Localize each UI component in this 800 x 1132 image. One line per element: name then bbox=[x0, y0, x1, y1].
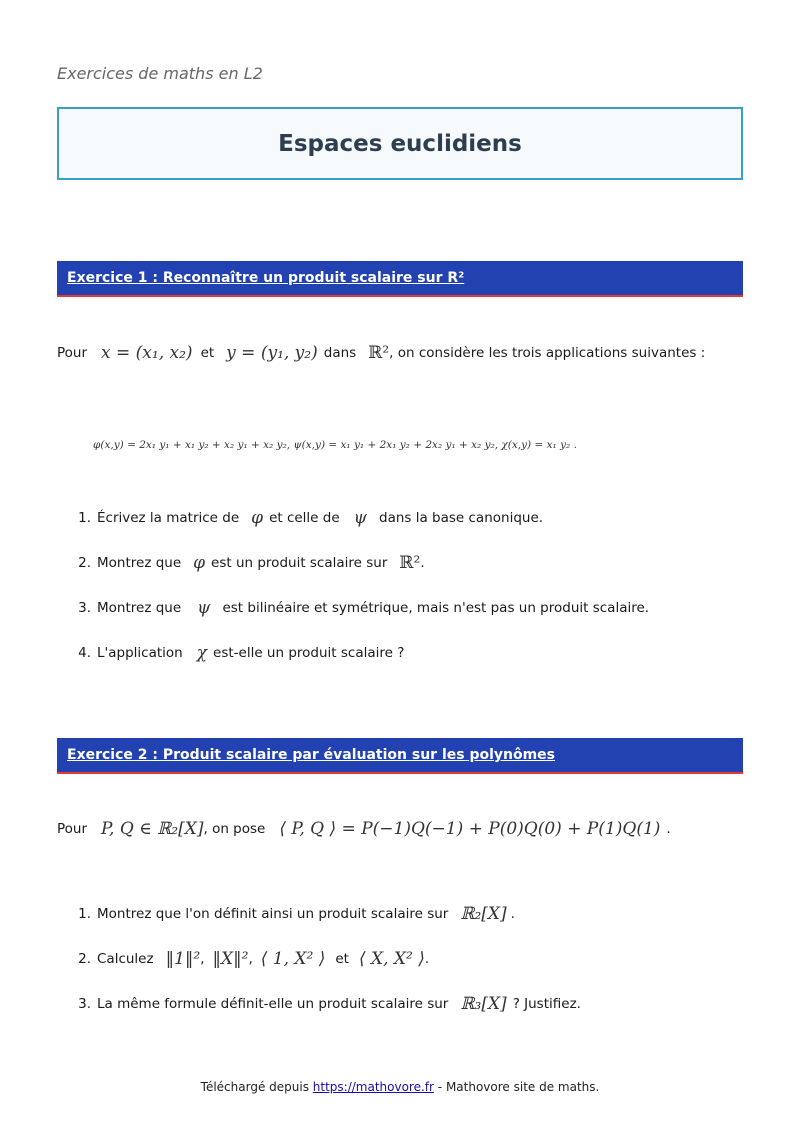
question-item: 1. Montrez que l'on définit ainsi un produit scalaire sur ℝ₂[X] . bbox=[78, 904, 515, 924]
math-r3x: ℝ₃[X] bbox=[460, 994, 507, 1014]
question-item: 3. Montrez que ψ est bilinéaire et symétrique, mais n'est pas un produit scalaire. bbox=[78, 598, 650, 618]
question-item: 3. La même formule définit-elle un produit scalaire sur ℝ₃[X] ? Justifiez. bbox=[78, 994, 581, 1014]
exercise-1-header bbox=[57, 261, 743, 297]
intro-rest: , on considère les trois applications suivantes : bbox=[389, 345, 706, 361]
exercise-1-intro bbox=[57, 343, 760, 363]
exercise-2-title-link[interactable]: Exercice 2 : Produit scalaire par évaluation sur les polynômes bbox=[67, 747, 556, 763]
page-subtitle: Exercices de maths en L2 bbox=[57, 64, 263, 83]
question-item: 2. Calculez ‖1‖² , ‖X‖² , ⟨ 1, X² ⟩ et ⟨ X, X² ⟩ . bbox=[78, 949, 430, 969]
math-inner-x-x2: ⟨ X, X² ⟩ bbox=[358, 949, 425, 969]
intro-pose: , on pose bbox=[203, 821, 266, 837]
math-x-definition: x = (x₁, x₂) bbox=[101, 343, 193, 363]
page-title: Espaces euclidiens bbox=[278, 130, 522, 157]
math-r2x: ℝ₂[X] bbox=[460, 904, 507, 924]
question-item: 2. Montrez que φ est un produit scalaire sur ℝ² . bbox=[78, 553, 425, 573]
exercise-1-title-link[interactable]: Exercice 1 : Reconnaître un produit scalaire sur R² bbox=[67, 270, 465, 286]
math-psi: ψ bbox=[353, 508, 367, 528]
page-footer bbox=[0, 1080, 800, 1094]
math-phi: φ bbox=[251, 508, 264, 528]
intro-et: et bbox=[200, 345, 215, 361]
footer-link[interactable]: https://mathovore.fr bbox=[312, 1080, 434, 1094]
exercise-2-intro: Pour P, Q ∈ ℝ₂[X] , on pose ⟨ P, Q ⟩ = P(−1)Q(−1) + P(0)Q(0) + P(1)Q(1) . bbox=[57, 819, 671, 839]
math-norm-x: ‖X‖² bbox=[212, 949, 249, 969]
exercise-2-header bbox=[57, 738, 743, 774]
math-pq-domain: P, Q ∈ ℝ₂[X] bbox=[101, 819, 204, 839]
title-box bbox=[57, 107, 743, 180]
math-r2: ℝ² bbox=[399, 553, 421, 573]
math-chi: χ bbox=[196, 643, 208, 663]
math-inner-product-def: ⟨ P, Q ⟩ = P(−1)Q(−1) + P(0)Q(0) + P(1)Q(1) bbox=[279, 819, 661, 839]
math-psi: ψ bbox=[197, 598, 211, 618]
formula-definitions bbox=[93, 436, 577, 452]
math-formula: φ(x,y) = 2x₁ y₁ + x₁ y₂ + x₂ y₁ + x₂ y₂, ψ(x,y) = x₁ y₁ + 2x₁ y₂ + 2x₂ y₁ + x₂ y₂, χ(x,y) = x₁ y₂ . bbox=[93, 439, 577, 451]
intro-dans: dans bbox=[323, 345, 357, 361]
question-item: 4. L'application χ est-elle un produit scalaire ? bbox=[78, 643, 405, 663]
math-norm-1: ‖1‖² bbox=[165, 949, 201, 969]
math-phi: φ bbox=[193, 553, 206, 573]
math-inner-1-x2: ⟨ 1, X² ⟩ bbox=[260, 949, 326, 969]
intro-pour: Pour bbox=[57, 345, 88, 361]
intro-pour: Pour bbox=[57, 821, 88, 837]
math-y-definition: y = (y₁, y₂) bbox=[226, 343, 318, 363]
question-item: 1. Écrivez la matrice de φ et celle de ψ dans la base canonique. bbox=[78, 508, 544, 528]
footer-prefix: Téléchargé depuis bbox=[200, 1080, 309, 1094]
footer-suffix: - Mathovore site de maths. bbox=[437, 1080, 600, 1094]
math-r2: ℝ² bbox=[368, 343, 390, 363]
